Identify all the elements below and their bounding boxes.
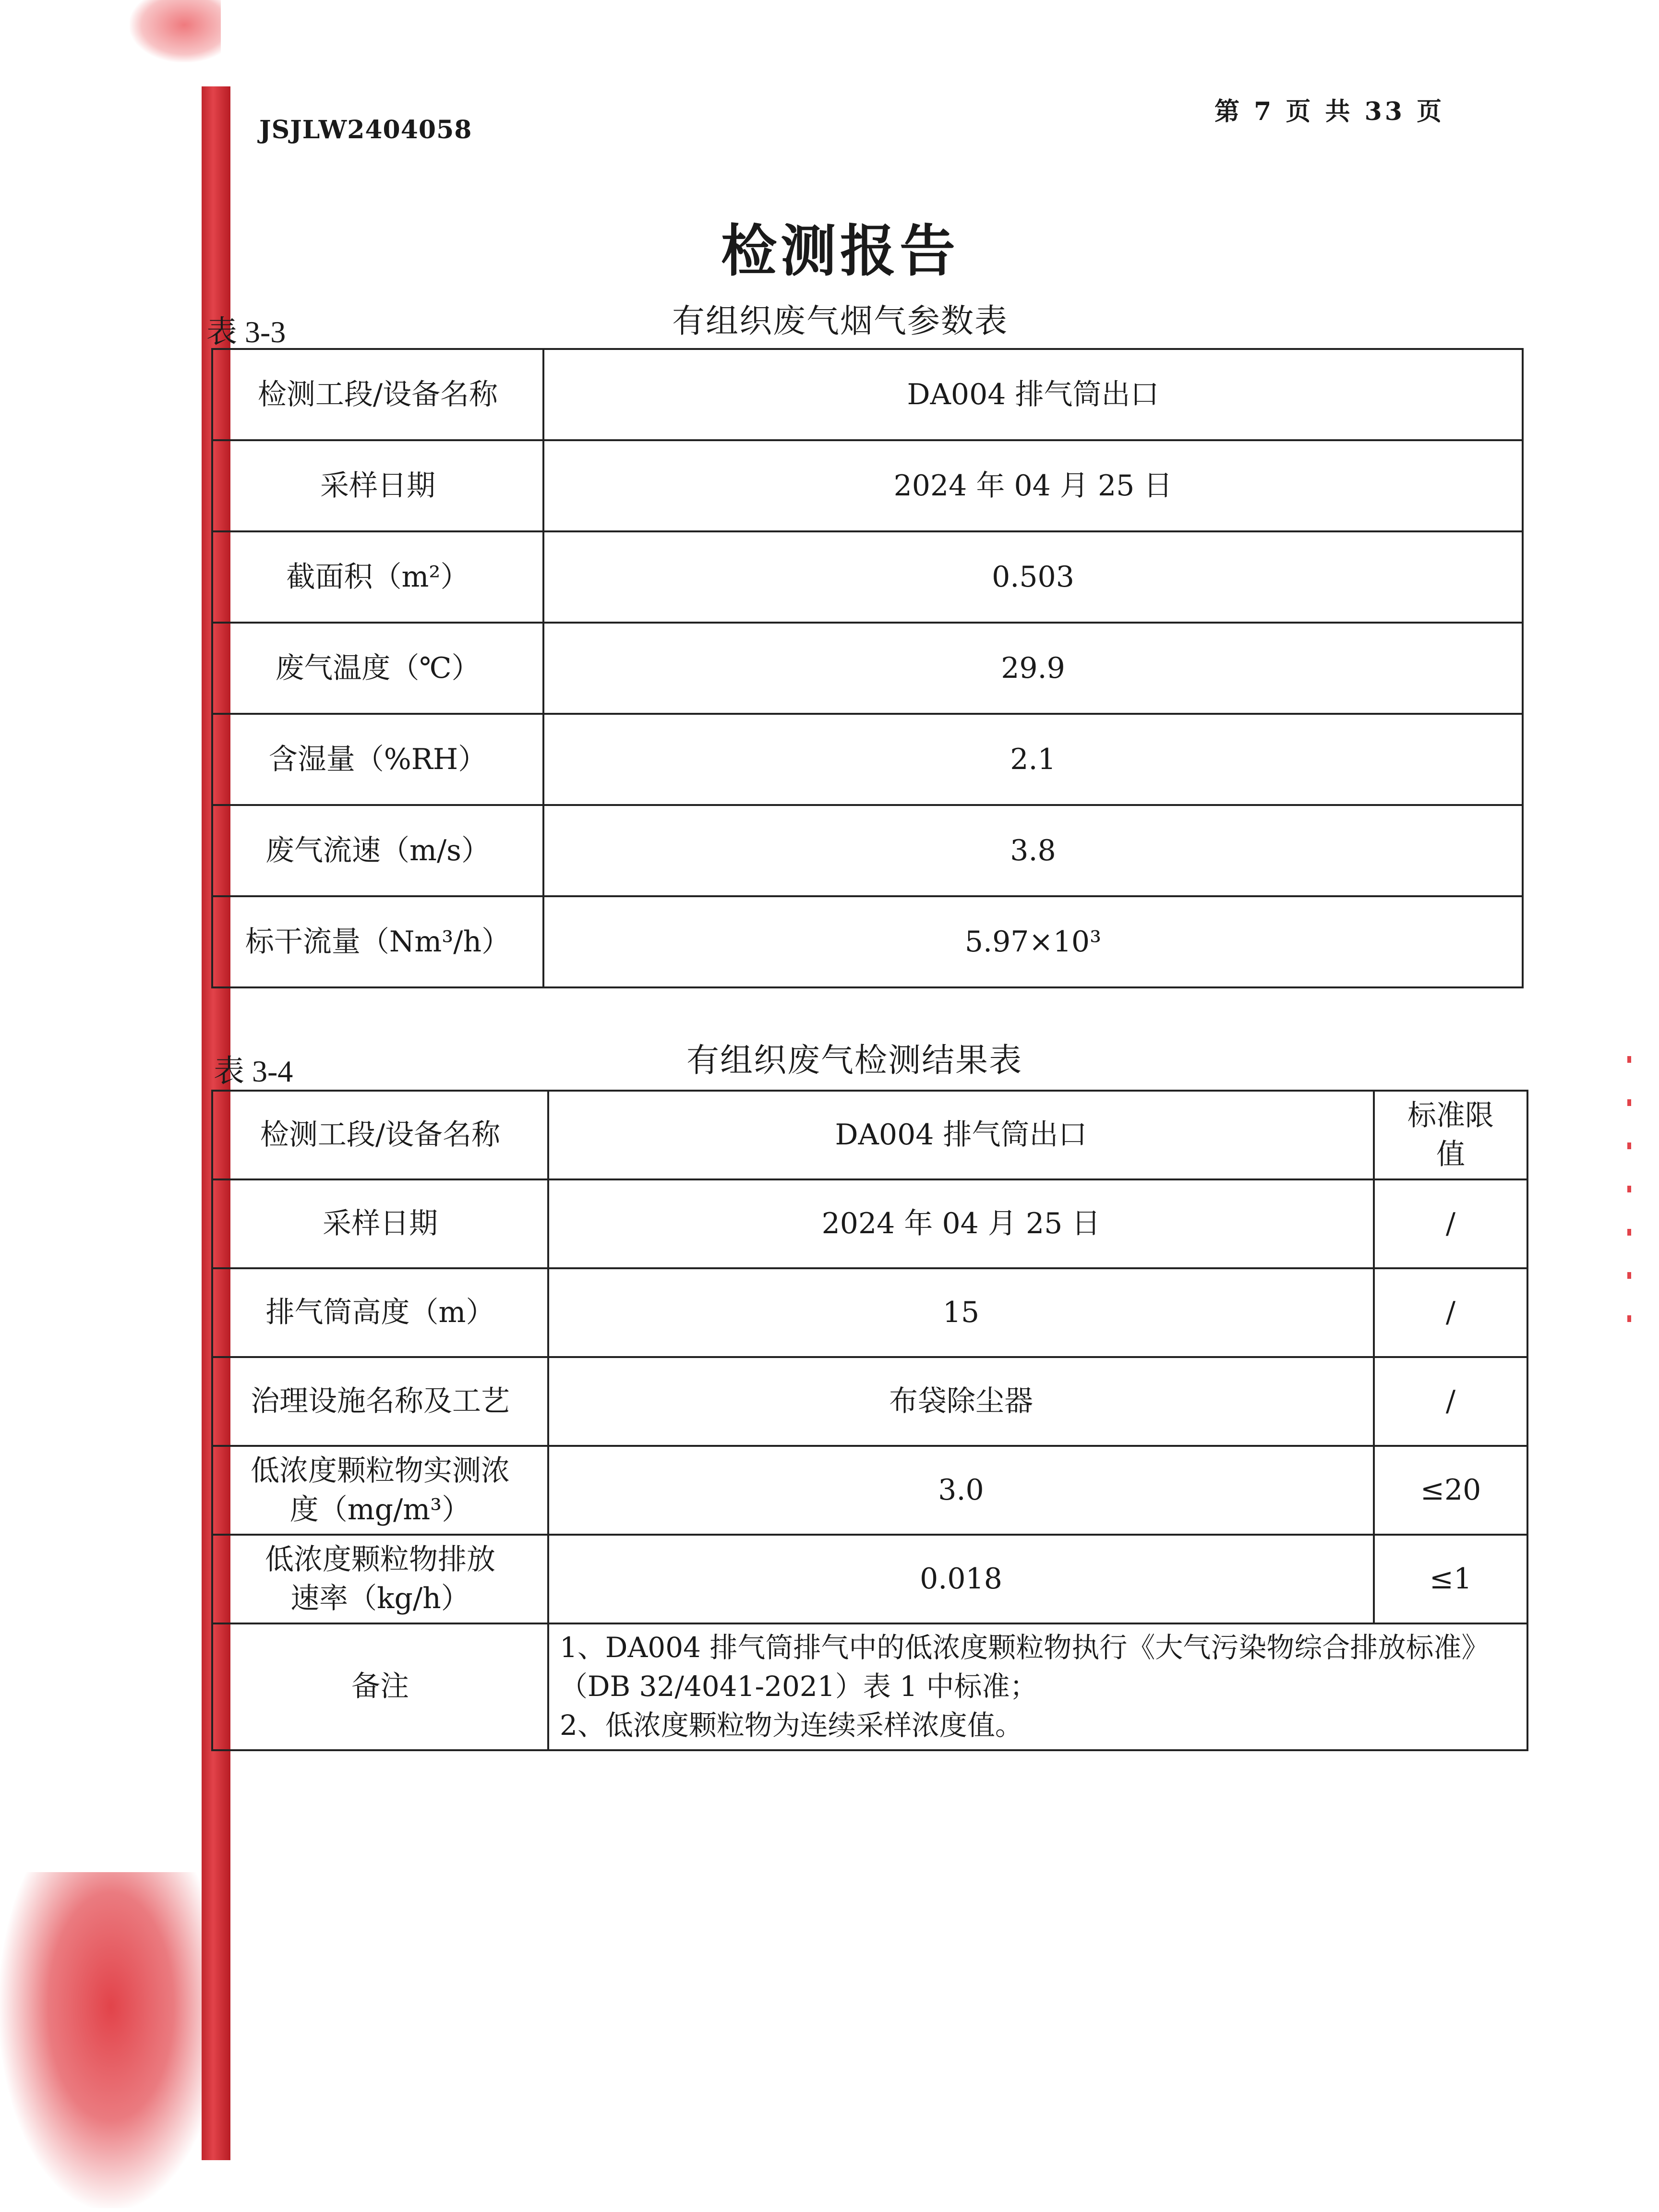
table-3-3-caption: 有组织废气烟气参数表 — [672, 302, 1008, 340]
seal-edge-marks — [1627, 1056, 1631, 1325]
row-value: 3.0 — [548, 1446, 1374, 1535]
row-label: 低浓度颗粒物实测浓度（mg/m³） — [212, 1446, 548, 1535]
report-id: JSJLW2404058 — [259, 115, 472, 144]
row-label: 采样日期 — [212, 1179, 548, 1268]
table-3-4-caption: 有组织废气检测结果表 — [686, 1042, 1022, 1080]
row-label: 低浓度颗粒物排放速率（kg/h） — [212, 1535, 548, 1623]
table-row — [212, 896, 1523, 987]
row-value: 布袋除尘器 — [548, 1357, 1374, 1446]
row-label: 截面积（m²） — [212, 531, 543, 623]
table-row — [212, 1446, 1527, 1535]
row-limit: / — [1374, 1179, 1527, 1268]
table-row — [212, 1268, 1527, 1357]
row-label: 检测工段/设备名称 — [212, 349, 543, 440]
page-indicator: 第 7 页 共 33 页 — [1214, 97, 1445, 126]
table-row — [212, 1091, 1527, 1179]
remarks-label: 备注 — [212, 1623, 548, 1750]
table-row — [212, 349, 1523, 440]
row-value: 15 — [548, 1268, 1374, 1357]
row-label: 含湿量（%RH） — [212, 714, 543, 805]
row-limit: / — [1374, 1357, 1527, 1446]
row-limit: / — [1374, 1268, 1527, 1357]
remarks-content — [548, 1623, 1527, 1750]
seal-stamp-fragment-bottom — [0, 1872, 202, 2208]
row-limit: ≤1 — [1374, 1535, 1527, 1623]
table-row — [212, 440, 1523, 531]
row-label: 治理设施名称及工艺 — [212, 1357, 548, 1446]
row-label: 采样日期 — [212, 440, 543, 531]
row-value: 2024 年 04 月 25 日 — [543, 440, 1523, 531]
emission-result-table — [211, 1090, 1528, 1751]
row-value: DA004 排气筒出口 — [543, 349, 1523, 440]
table-3-4-label: 表 3-4 — [214, 1054, 293, 1088]
row-label: 检测工段/设备名称 — [212, 1091, 548, 1179]
row-value: 2.1 — [543, 714, 1523, 805]
row-value: 2024 年 04 月 25 日 — [548, 1179, 1374, 1268]
row-limit: ≤20 — [1374, 1446, 1527, 1535]
remark-line-1: 1、DA004 排气筒排气中的低浓度颗粒物执行《大气污染物综合排放标准》（DB 32/4041-2021）表 1 中标准； — [560, 1631, 1490, 1703]
row-value: 3.8 — [543, 805, 1523, 896]
table-3-3-label: 表 3-3 — [206, 315, 286, 349]
remark-line-2: 2、低浓度颗粒物为连续采样浓度值。 — [560, 1709, 1023, 1742]
row-label: 废气温度（℃） — [212, 623, 543, 714]
table-row — [212, 805, 1523, 896]
row-value: 0.018 — [548, 1535, 1374, 1623]
table-row — [212, 714, 1523, 805]
remarks-row — [212, 1623, 1527, 1750]
seal-stamp-fragment-top — [130, 0, 221, 62]
table-row — [212, 1357, 1527, 1446]
row-value: 0.503 — [543, 531, 1523, 623]
row-label: 废气流速（m/s） — [212, 805, 543, 896]
table-row — [212, 1535, 1527, 1623]
row-label: 排气筒高度（m） — [212, 1268, 548, 1357]
flue-gas-parameter-table — [211, 348, 1524, 988]
document-title: 检测报告 — [721, 218, 959, 284]
row-limit: 标准限值 — [1374, 1091, 1527, 1179]
row-label: 标干流量（Nm³/h） — [212, 896, 543, 987]
row-value: 5.97×10³ — [543, 896, 1523, 987]
row-value: 29.9 — [543, 623, 1523, 714]
row-value: DA004 排气筒出口 — [548, 1091, 1374, 1179]
table-row — [212, 623, 1523, 714]
table-row — [212, 531, 1523, 623]
table-row — [212, 1179, 1527, 1268]
